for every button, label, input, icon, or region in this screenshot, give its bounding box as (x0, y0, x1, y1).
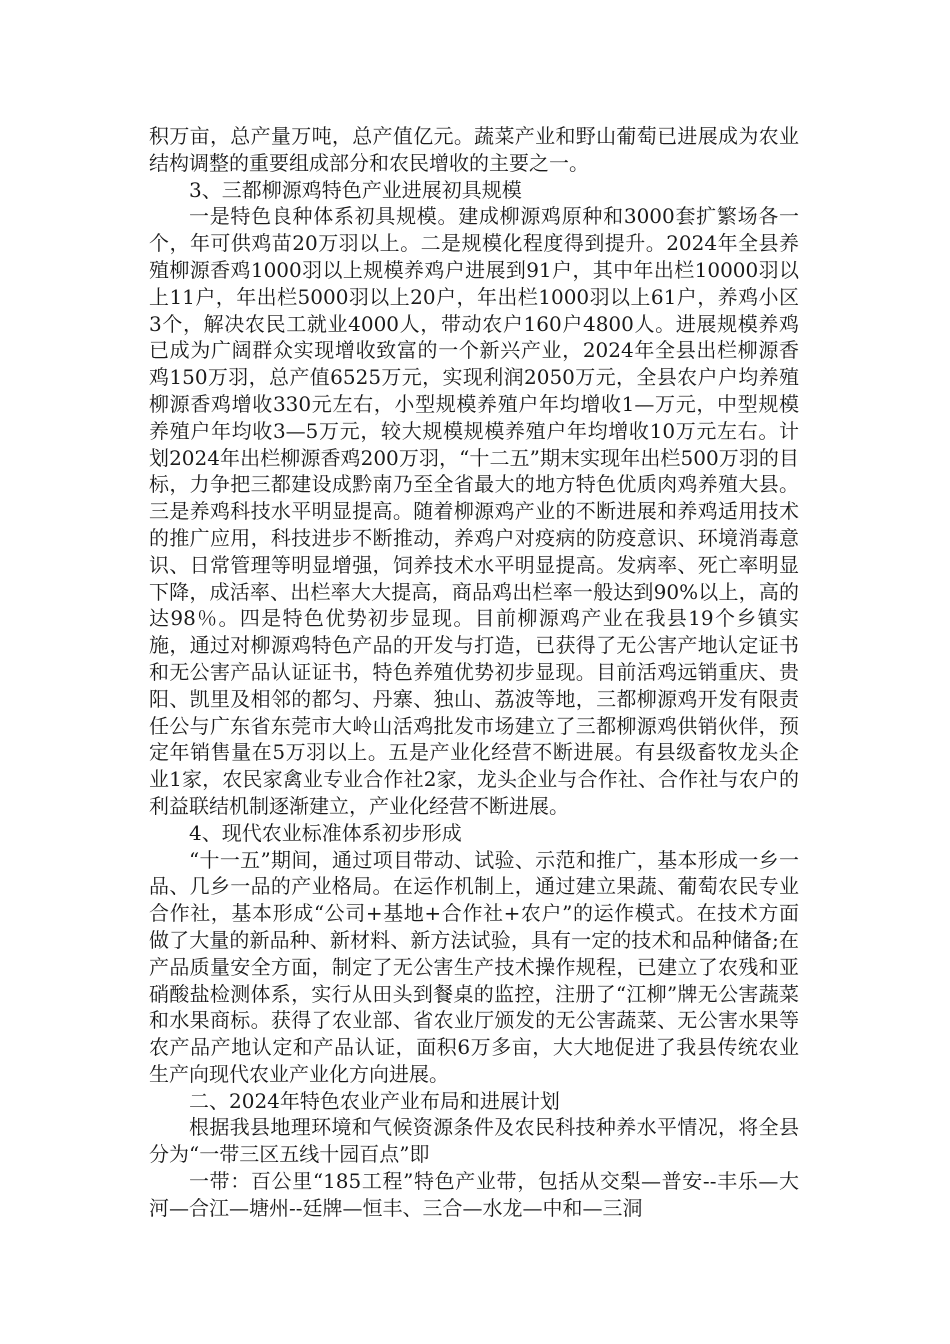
paragraph-modern-agriculture-standards: “十一五”期间，通过项目带动、试验、示范和推广，基本形成一乡一品、几乡一品的产业格局。在运作机制上，通过建立果蔬、葡萄农民专业合作社，基本形成“公司+基地+合作社+农户”的运作模式。在技术方面做了大量的新品种、新材料、新方法试验，具有一定的技术和品种储备;在产品质量安全方面，制定了无公害生产技术操作规程，已建立了农残和亚硝酸盐检测体系，实行从田头到餐桌的监控，注册了“江柳”牌无公害蔬菜和水果商标。获得了农业部、省农业厅颁发的无公害蔬菜、无公害水果等农产品产地认定和产品认证，面积6万多亩，大大地促进了我县传统农业生产向现代农业产业化方向进展。 (149, 847, 799, 1086)
heading-industry-layout-plan: 二、2024年特色农业产业布局和进展计划 (189, 1088, 560, 1113)
document-body (149, 123, 799, 1222)
paragraph-liuyuan-chicken: 一是特色良种体系初具规模。建成柳源鸡原种和3000套扩繁场各一个，年可供鸡苗20万羽以上。二是规模化程度得到提升。2024年全县养殖柳源香鸡1000羽以上规模养鸡户进展到91户，其中年出栏10000羽以上11户，年出栏5000羽以上20户，年出栏1000羽以上61户，养鸡小区3个，解决农民工就业4000人，带动农户160户4800人。进展规模养鸡已成为广阔群众实现增收致富的一个新兴产业，2024年全县出栏柳源香鸡150万羽，总产值6525万元，实现利润2050万元，全县农户户均养殖柳源香鸡增收330元左右，小型规模养殖户年均增收1—万元，中型规模养殖户年均收3—5万元，较大规模规模养殖户年均增收10万元左右。计划2024年出栏柳源香鸡200万羽，“十二五”期末实现年出栏500万羽的目标，力争把三都建设成黔南乃至全省最大的地方特色优质肉鸡养殖大县。三是养鸡科技水平明显提高。随着柳源鸡产业的不断进展和养鸡适用技术的推广应用，科技进步不断推动，养鸡户对疫病的防疫意识、环境消毒意识、日常管理等明显增强，饲养技术水平明显提高。发病率、死亡率明显下降，成活率、出栏率大大提高，商品鸡出栏率一般达到90%以上，高的达98％。四是特色优势初步显现。目前柳源鸡产业在我县19个乡镇实施，通过对柳源鸡特色产品的开发与打造，已获得了无公害产地认定证书和无公害产品认证证书，特色养殖优势初步显现。目前活鸡远销重庆、贵阳、凯里及相邻的都匀、丹寨、独山、荔波等地，三都柳源鸡开发有限责任公与广东省东莞市大岭山活鸡批发市场建立了三都柳源鸡供销伙伴，预定年销售量在5万羽以上。五是产业化经营不断进展。有县级畜牧龙头企业1家，农民家禽业专业合作社2家，龙头企业与合作社、合作社与农户的利益联结机制逐渐建立，产业化经营不断进展。 (149, 204, 799, 818)
paragraph-one-belt: 一带：百公里“185工程”特色产业带，包括从交梨—普安--丰乐—大河—合江—塘州--廷牌—恒丰、三合—水龙—中和—三洞 (149, 1169, 799, 1220)
paragraph-vegetable-summary: 积万亩，总产量万吨，总产值亿元。蔬菜产业和野山葡萄已进展成为农业结构调整的重要组成部分和农民增收的主要之一。 (149, 124, 799, 175)
heading-modern-agriculture-standards: 4、现代农业标准体系初步形成 (189, 820, 462, 845)
heading-liuyuan-chicken: 3、三都柳源鸡特色产业进展初具规模 (189, 177, 522, 202)
paragraph-layout-intro: 根据我县地理环境和气候资源条件及农民科技种养水平情况，将全县分为“一带三区五线十园百点”即 (149, 1115, 799, 1167)
